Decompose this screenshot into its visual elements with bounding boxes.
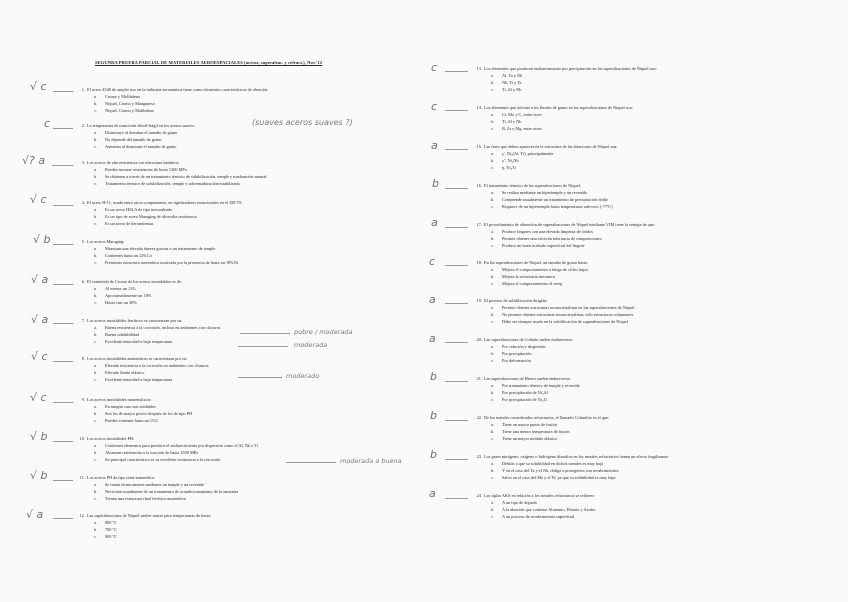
option-b: b. Tiene una menor temperatura de fusión xyxy=(491,428,570,434)
option-c: c. Requiere de un hipertemple hasta temperaturas sub-cero (-77ºC) xyxy=(491,203,613,209)
option-a: a. Cr, Mo y C, entre otros xyxy=(491,111,542,117)
handwritten-answer-24: a xyxy=(429,487,436,500)
option-a: a. Por solución y dispersión xyxy=(491,343,546,349)
option-c: c. Pueden contener hasta un 1%C xyxy=(94,417,159,423)
option-b: b. Comprende usualmente un tratamiento de precipitación doble xyxy=(491,196,608,202)
option-c: c. 900 ºC xyxy=(94,533,117,539)
option-a: a. Cromo y Molibdeno xyxy=(94,93,141,99)
handwritten-note-q8: moderado xyxy=(286,372,320,380)
pen-line xyxy=(238,346,288,347)
pen-line xyxy=(445,110,468,111)
option-b: b. γ'', Ni₃Nb xyxy=(491,157,519,163)
handwritten-answer-9: √ c xyxy=(30,391,47,404)
handwritten-answer-13: c xyxy=(431,61,438,74)
question-6: 6. El contenido de Cromo de los aceros inoxidables es de: a. Al menos un 11% b. Aproximadamente un 18% c. Hasta casi un 30% xyxy=(81,279,183,305)
option-c: c. Excelente tenacidad a baja temperatura xyxy=(94,338,173,344)
pen-line xyxy=(445,303,468,304)
handwritten-note-q7-a: pobre / moderada xyxy=(294,328,353,336)
pen-line xyxy=(240,333,290,334)
option-a: a. Disminuye al dominar el tamaño de grano xyxy=(94,129,178,135)
option-b: b. Mejora la resistencia mecánica xyxy=(491,273,556,279)
option-c: c. Produce un buen acabado superficial del lingote xyxy=(491,242,585,248)
question-18: 18. En las superaleaciones de Níquel, un tamaño de grano basto: a. Mejora el comportamiento a fatiga de ciclos bajos b. Mejora la resistencia mecánica c. Mejora el comportamiento al creep xyxy=(476,260,589,286)
question-number: 1. xyxy=(81,87,85,92)
handwritten-answer-23: b xyxy=(430,448,437,461)
handwritten-answer-3: √? a xyxy=(22,154,46,167)
question-7: 7. Los aceros inoxidables ferríticos se caracterizan por su: a. Buena resistencia a la corrosión, incluso en ambientes con cloruros b. Buena solidabilidad c. Excelente tenacidad a baja temperatura xyxy=(81,318,221,344)
handwritten-answer-20: a xyxy=(429,332,436,345)
question-12: 12. Las superaleaciones de Níquel suelen usarse para temperaturas de hasta: a. 800 ºC b. 700 ºC c. 900 ºC xyxy=(79,513,212,539)
pen-line xyxy=(53,480,73,481)
option-c: c. Mejora el comportamiento al creep xyxy=(491,280,563,286)
option-c: c. Presentan estructura austenítica motivada por la presencia de hasta un 18%Ni xyxy=(94,259,239,265)
option-a: a. Contienen elementos para producir el endurecimiento por dispersión como el Al, Nb o Ti xyxy=(94,442,258,448)
option-b: b. Y en el caso del Ta y el Nb, obliga a protegerlos con recubrimientos xyxy=(491,467,619,473)
option-b: b. Se obtienen a través de un tratamiento térmico de solubilización, temple y maduración natural xyxy=(94,173,267,179)
handwritten-answer-4: √ c xyxy=(30,193,47,206)
question-1 xyxy=(81,87,269,115)
pen-line xyxy=(53,361,73,362)
option-c: c. Níquel, Cromo y Molibdeno xyxy=(94,107,154,113)
option-c: c. Salvo en el caso del Mo y el W, ya que su solubilidad es muy baja xyxy=(491,474,616,480)
option-b: b. 700 ºC xyxy=(94,526,117,532)
pen-line xyxy=(286,462,336,463)
question-24: 24. Las siglas AKS en relación a los metales refractarios se refieren: a. A un tipo de dopado b. A la aleación que contiene Aluminio, Potasio y Azufre c. A un proceso de recubrimiento superficial xyxy=(476,493,596,519)
option-a: a. γ', Ni₃(Al, Ti), principalmente xyxy=(491,150,554,156)
question-22: 22. De los metales considerados refractarios, el llamado Columbio es el que: a. Tiene un mayor punto de fusión b. Tiene una menor temperatura de fusión c. Tiene un mayor módulo elástico xyxy=(476,415,610,441)
option-a: a. Debido a que su solubilidad en dichos metales es muy baja xyxy=(491,460,604,466)
option-c: c. Hasta casi un 30% xyxy=(94,299,137,305)
pen-line xyxy=(445,459,468,460)
option-c: c. Ti, Al y Nb xyxy=(491,86,522,92)
option-b: b. Permite obtener una estrecha tolerancia de composiciones xyxy=(491,235,602,241)
pen-line xyxy=(53,284,73,285)
handwritten-note-q10: moderada a buena xyxy=(340,457,402,465)
option-a: a. Buena resistencia a la corrosión, incluso en ambientes con cloruros xyxy=(94,324,221,330)
question-10: 10. Los aceros inoxidables PH: a. Contienen elementos para producir el endurecimiento por dispersión como el Al, Nb o Ti b. Alcanzan resistencias a la tracción de hasta 1500 MPa c. Su principal característica es su excelente resistencia a la corrosión xyxy=(79,436,258,462)
option-c: c. Por precipitación de Ni₃Ti xyxy=(491,396,548,402)
option-b: b. Necesitan usualmente de un tratamiento de acondicionamiento de la austenita xyxy=(94,488,239,494)
option-a: a. Elevada resistencia a la corrosión en ambientes con cloruros xyxy=(94,362,209,368)
handwritten-answer-22: b xyxy=(430,409,437,422)
option-b: b. No depende del tamaño de grano xyxy=(94,136,162,142)
question-20: 20. Las superaleaciones de Cobalto suelen endurecerse: a. Por solución y dispersión b. Por precipitación c. Por deformación xyxy=(476,337,574,363)
pen-line xyxy=(445,420,468,421)
pen-line xyxy=(53,205,73,206)
handwritten-answer-6: √ a xyxy=(31,273,49,286)
option-a: a. Al, Ta y Nb xyxy=(491,72,523,78)
option-c: c. Por deformación xyxy=(491,357,531,363)
option-a: a. Pueden mostrar resistencias de hasta 1200 MPa xyxy=(94,166,187,172)
handwritten-answer-2: c xyxy=(44,117,51,130)
handwritten-answer-19: a xyxy=(429,293,436,306)
option-c: c. Tratamiento térmico de solubilización, temple y sobremaduración/estabilizado xyxy=(94,180,240,186)
option-a: a. A un tipo de dopado xyxy=(491,499,537,505)
question-4: 4. El acero H-11, usado entre otros componentes, en rigidizadores estructurales en el XB-70: a. Es un acero HSLA de tipo microaleado b. Es un tipo de acero Maraging de ultra-alta resistencia c. Es un acero de herramientas xyxy=(81,200,242,226)
option-b: b. Níquel, Cromo y Manganeso xyxy=(94,100,155,106)
option-a: a. Se realiza mediante un hipertemple y un revenido xyxy=(491,189,588,195)
handwritten-answer-5: √ b xyxy=(33,233,51,246)
option-a: a. Al menos un 11% xyxy=(94,285,136,291)
handwritten-answer-14: c xyxy=(431,100,438,113)
option-a: a. Tiene un mayor punto de fusión xyxy=(491,421,557,427)
exam-title: SEGUNDA PRUEBA PARCIAL DE MATERIALES AEROESPACIALES (aceros, superaleac. y refract.), Nov.'12 xyxy=(95,60,323,65)
option-a: a. En ningún caso son soldables xyxy=(94,403,156,409)
option-a: a. Se tratan térmicamente mediante un temple y un revenido xyxy=(94,481,205,487)
pen-line xyxy=(53,128,73,129)
question-5: 5. Los aceros Maraging: a. Muestran una elevada dureza gracias a un tratamiento de temple b. Contienen hasta un 12%Co c. Presentan estructura austenítica motivada por la presencia de hasta un 18%Ni xyxy=(81,239,239,265)
handwritten-note-q7-c: moderada xyxy=(294,341,328,349)
option-a: a. Mejora el comportamiento a fatiga de ciclos bajos xyxy=(491,266,589,272)
handwritten-answer-10: √ b xyxy=(30,430,48,443)
handwritten-answer-16: b xyxy=(432,177,439,190)
handwritten-answer-17: a xyxy=(431,216,438,229)
pen-line xyxy=(445,265,468,266)
question-19: 19. El proceso de solidificación dirigida: a. Permite obtener estructuras monocristalinas en las superaleaciones de Níquel b. No permite obtener estructuras monocristalinas, sólo estructuras columnares c. Debe ser siempre usado en la solidificación de superaleaciones de Níquel xyxy=(476,298,635,324)
option-c: c. Debe ser siempre usado en la solidificación de superaleaciones de Níquel xyxy=(491,318,628,324)
question-text: El acero 4340 de amplio uso en la industria aeronáutica tiene como elementos característicos de aleación: xyxy=(87,87,269,92)
pen-line xyxy=(445,498,468,499)
handwritten-answer-1: √ c xyxy=(30,80,47,93)
pen-line xyxy=(445,227,468,228)
option-b: b. Es un tipo de acero Maraging de ultra-alta resistencia xyxy=(94,213,197,219)
option-b: b. Son los de mayor precio después de los de tipo PH xyxy=(94,410,193,416)
option-a: a. Por tratamiento térmico de temple y revenido xyxy=(491,382,581,388)
option-b: b. Nb, Ti y Ta xyxy=(491,79,522,85)
handwritten-answer-21: b xyxy=(430,370,437,383)
pen-line xyxy=(53,441,73,442)
option-b: b. Ti, Al y Nb xyxy=(491,118,522,124)
option-c: c. Excelente tenacidad a baja temperatura xyxy=(94,376,173,382)
option-a: a. Permite obtener estructuras monocristalinas en las superaleaciones de Níquel xyxy=(491,304,635,310)
option-c: c. Tiene un mayor módulo elástico xyxy=(491,435,558,441)
option-b: b. Por precipitación de Ni₃Al xyxy=(491,389,548,395)
handwritten-answer-8: √ c xyxy=(31,350,48,363)
question-16: 16. El tratamiento térmico de las superaleaciones de Níquel: a. Se realiza mediante un hipertemple y un revenido b. Comprende usualmente un tratamiento de precipitación doble c. Requiere de un hipertemple hasta temperaturas sub-cero (-77ºC) xyxy=(476,183,613,209)
handwritten-answer-15: a xyxy=(431,139,438,152)
pen-line xyxy=(53,244,73,245)
pen-line xyxy=(445,342,468,343)
pen-line xyxy=(445,71,468,72)
option-b: b. No permite obtener estructuras monocristalinas, sólo estructuras columnares xyxy=(491,311,634,317)
option-c: c. A un proceso de recubrimiento superficial xyxy=(491,513,575,519)
option-b: b. Alcanzan resistencias a la tracción de hasta 1500 MPa xyxy=(94,449,199,455)
question-23: 23. Los gases nitrógeno, oxígeno o hidrógeno disueltos en los metales refractarios tienen un efecto fragilizante: a. Debido a que su solubilidad en dichos metales es muy baja b. Y en el caso del Ta y el Nb, obliga a protegerlos con recubrimientos c. Salvo en el caso del Mo y el W, ya que su solubilidad es muy baja xyxy=(476,454,669,480)
question-3: 3. Los aceros de alta resistencia con estructura bainítica: a. Pueden mostrar resistencias de hasta 1200 MPa b. Se obtienen a través de un tratamiento térmico de solubilización, temple y maduración natural c. Tratamiento térmico de solubilización, temple y sobremaduración/estabilizado xyxy=(81,160,267,186)
question-11: 11. Los aceros PH de tipo semi-austenítico: a. Se tratan térmicamente mediante un temple y un revenido b. Necesitan usualmente de un tratamiento de acondicionamiento de la austenita c. Tienen una estructura final ferrítico-austenítica xyxy=(79,475,239,501)
handwritten-answer-12: √ a xyxy=(26,508,44,521)
option-c: c. Tienen una estructura final ferrítico-austenítica xyxy=(94,495,186,501)
question-13: 13. Los elementos que producen endurecimiento por precipitación en las superaleaciones de Níquel son: a. Al, Ta y Nb b. Nb, Ti y Ta c. Ti, Al y Nb xyxy=(476,66,657,92)
option-b: b. Contienen hasta un 12%Co xyxy=(94,252,152,258)
option-c: c. Su principal característica es su excelente resistencia a la corrosión xyxy=(94,456,221,462)
option-c: c. Es un acero de herramientas xyxy=(94,220,154,226)
question-2: 2. La temperatura de transición dúctil-frágil en los aceros suaves: a. Disminuye al dominar el tamaño de grano b. No depende del tamaño de grano c. Aumenta al disminuir el tamaño de grano xyxy=(81,123,195,149)
pen-line xyxy=(445,381,468,382)
option-a: a. 800 ºC xyxy=(94,519,117,525)
pen-line xyxy=(53,91,73,92)
option-b: b. Buena solidabilidad xyxy=(94,331,140,337)
option-a: a. Muestran una elevada dureza gracias a un tratamiento de temple xyxy=(94,245,216,251)
question-15: 15. Las fases que deben aparecer en la estructura de las aleaciones de Níquel son: a. γ', Ni₃(Al, Ti), principalmente b. γ'', Ni₃Nb c. η, Ni₃Ti xyxy=(476,144,618,170)
option-b: b. Elevado límite elástico xyxy=(94,369,145,375)
option-a: a. Es un acero HSLA de tipo microaleado xyxy=(94,206,173,212)
handwritten-answer-18: c xyxy=(429,255,436,268)
pen-line xyxy=(52,165,73,166)
option-b: b. A la aleación que contiene Aluminio, Potasio y Azufre xyxy=(491,506,596,512)
option-a: a. Produce lingotes con una elevada limpieza de óxidos xyxy=(491,228,594,234)
handwritten-answer-7: √ a xyxy=(31,313,49,326)
option-c: c. η, Ni₃Ti xyxy=(491,164,516,170)
pen-line xyxy=(53,402,73,403)
option-c: c. Aumenta al disminuir el tamaño de grano xyxy=(94,143,177,149)
question-21: 21. Las superaleaciones de Hierro suelen endurecerse: a. Por tratamiento térmico de temple y revenido b. Por precipitación de Ni₃Al c. Por precipitación de Ni₃Ti xyxy=(476,376,581,402)
pen-line xyxy=(445,149,468,150)
question-8: 8. Los aceros inoxidables austeníticos se caracterizan por su: a. Elevada resistencia a la corrosión en ambientes con cloruros b. Elevado límite elástico c. Excelente tenacidad a baja temperatura xyxy=(81,356,209,382)
question-9: 9. Los aceros inoxidables martensíticos: a. En ningún caso son soldables b. Son los de mayor precio después de los de tipo PH c. Pueden contener hasta un 1%C xyxy=(81,397,193,423)
option-b: b. Por precipitación xyxy=(491,350,532,356)
question-14: 14. Los elementos que afectan a los límites de grano en las superaleaciones de Níquel son: a. Cr, Mo y C, entre otros b. Ti, Al y Nb c. B, Zr y Mg, entre otros xyxy=(476,105,633,131)
pen-line xyxy=(445,188,468,189)
handwritten-note-q2: (suaves aceros suaves ?) xyxy=(252,118,353,127)
pen-line xyxy=(53,323,73,324)
handwritten-answer-11: √ b xyxy=(30,469,48,482)
question-17: 17. El procedimiento de obtención de superaleaciones de Níquel mediante VIM tiene la ventaja de que: a. Produce lingotes con una elevada limpieza de óxidos b. Permite obtener una estrecha tolerancia de composiciones c. Produce un buen acabado superficial del lingote xyxy=(476,222,656,248)
pen-line xyxy=(53,518,73,519)
option-b: b. Aproximadamente un 18% xyxy=(94,292,152,298)
pen-line xyxy=(238,377,282,378)
option-c: c. B, Zr y Mg, entre otros xyxy=(491,125,542,131)
